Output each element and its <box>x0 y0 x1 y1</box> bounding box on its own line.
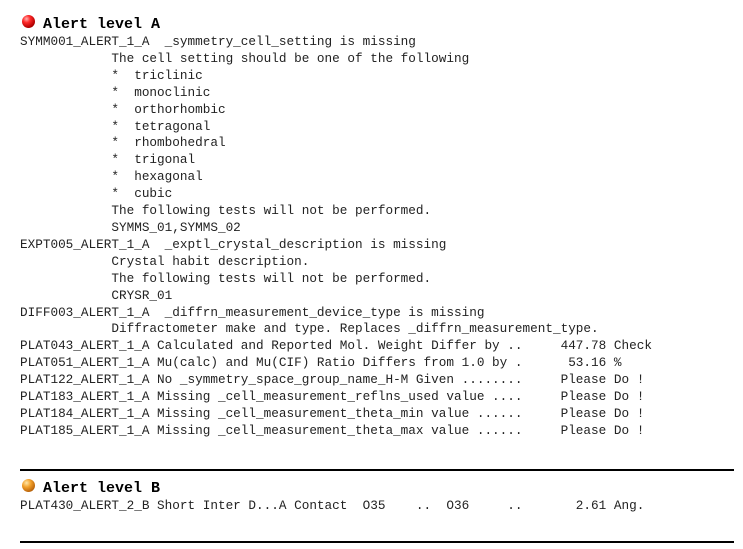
alert-level-b-text <box>20 498 735 515</box>
red-ball-icon <box>22 15 35 28</box>
alert-level-a-heading <box>20 14 735 34</box>
alert-level-a-title: Alert level A <box>43 15 161 33</box>
alert-line: PLAT185_ALERT_1_A Missing _cell_measurement_theta_max value ...... Please Do ! <box>20 422 645 438</box>
alert-line: PLAT043_ALERT_1_A Calculated and Reported Mol. Weight Differ by .. 447.78 Check <box>20 338 652 354</box>
alert-line: EXPT005_ALERT_1_A _exptl_crystal_description is missing <box>20 236 447 252</box>
alert-line: SYMM001_ALERT_1_A _symmetry_cell_setting is missing <box>20 34 416 49</box>
alert-line: The cell setting should be one of the following <box>20 50 470 66</box>
alert-line: PLAT122_ALERT_1_A No _symmetry_space_group_name_H-M Given ........ Please Do ! <box>20 372 645 388</box>
alert-line: * cubic <box>20 186 173 202</box>
alert-level-a-section <box>20 14 735 440</box>
alert-line: PLAT184_ALERT_1_A Missing _cell_measurement_theta_min value ...... Please Do ! <box>20 405 645 421</box>
alert-line: Diffractometer make and type. Replaces _diffrn_measurement_type. <box>20 321 599 337</box>
alert-line: The following tests will not be performed. <box>20 270 432 286</box>
orange-ball-icon <box>22 479 35 492</box>
alert-line: DIFF003_ALERT_1_A _diffrn_measurement_device_type is missing <box>20 304 485 320</box>
alert-line: SYMMS_01,SYMMS_02 <box>20 219 241 235</box>
alert-line: PLAT051_ALERT_1_A Mu(calc) and Mu(CIF) Ratio Differs from 1.0 by . 53.16 % <box>20 355 622 371</box>
alert-level-b-section <box>20 478 735 515</box>
alert-line: * hexagonal <box>20 169 203 185</box>
alert-level-a-text <box>20 34 735 440</box>
section-divider-bottom <box>20 541 734 543</box>
alert-line: * monoclinic <box>20 84 211 100</box>
alert-line: CRYSR_01 <box>20 287 173 303</box>
alert-level-b-heading <box>20 478 735 498</box>
section-divider <box>20 469 734 471</box>
alert-line: * triclinic <box>20 67 203 83</box>
alert-line: * trigonal <box>20 152 196 168</box>
alert-line: The following tests will not be performed. <box>20 203 432 219</box>
alert-line: PLAT430_ALERT_2_B Short Inter D...A Contact O35 .. O36 .. 2.61 Ang. <box>20 498 645 513</box>
alert-line: * rhombohedral <box>20 135 226 151</box>
alert-line: Crystal habit description. <box>20 253 310 269</box>
alert-line: * tetragonal <box>20 118 211 134</box>
alert-line: PLAT183_ALERT_1_A Missing _cell_measurement_reflns_used value .... Please Do ! <box>20 389 645 405</box>
alert-level-b-title: Alert level B <box>43 479 161 497</box>
alert-line: * orthorhombic <box>20 101 226 117</box>
